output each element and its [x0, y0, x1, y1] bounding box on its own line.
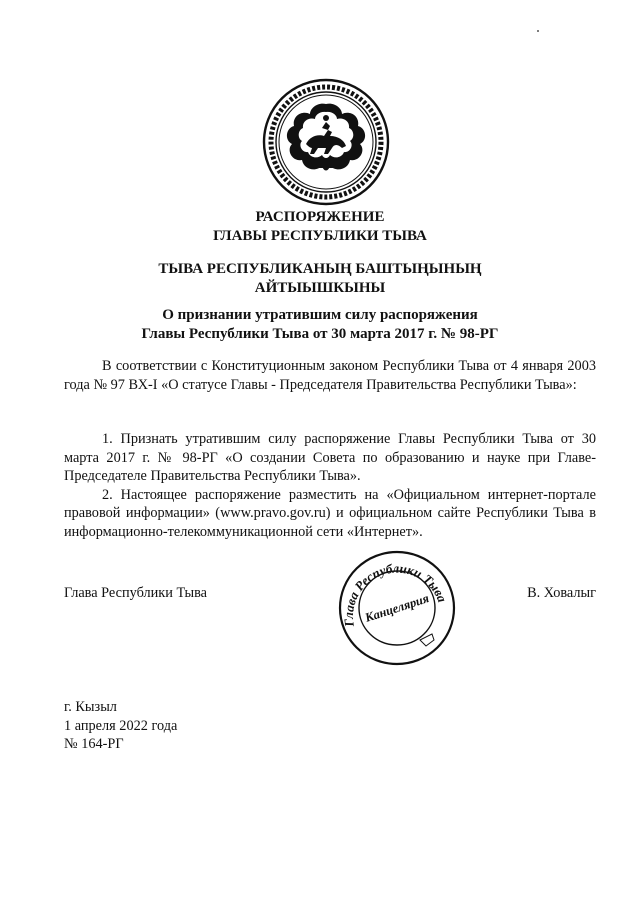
stamp-arc-text: Глава Республики Тыва [340, 560, 451, 628]
document-footer [64, 698, 177, 754]
preamble-paragraph: В соответствии с Конституционным законом Республики Тыва от 4 января 2003 года № 97 ВХ-I «О статусе Главы - Председателя Правительства Республики Тыва»: [64, 358, 596, 393]
title-line-1: РАСПОРЯЖЕНИЕ [255, 209, 385, 225]
place-text: г. Кызыл [64, 699, 117, 715]
subject-line-1: О признании утратившим силу распоряжения [162, 307, 478, 323]
scan-speck [537, 30, 539, 32]
item-1-paragraph: 1. Признать утратившим силу распоряжение Главы Республики Тыва от 30 марта 2017 г. № 98-РГ «О создании Совета по образованию и науке при Главе- Председателе Правительства Республики Тыва». [64, 431, 596, 485]
date-text: 1 апреля 2022 года [64, 717, 178, 734]
number-text: № 164-РГ [64, 736, 124, 753]
title-tuvan-line-2: АЙТЫЫШКЫНЫ [254, 280, 386, 296]
document-title [40, 208, 600, 246]
title-tuvan-line-1: ТЫВА РЕСПУБЛИКАНЫҢ БАШТЫҢЫНЫҢ [158, 261, 482, 277]
stamp-inner-text: Канцелярия [363, 591, 431, 625]
subject-line-2: Главы Республики Тыва от 30 марта 2017 г. № 98-РГ [141, 326, 499, 342]
coat-of-arms-emblem [262, 78, 390, 206]
document-subject [40, 306, 600, 344]
office-stamp [336, 548, 458, 668]
document-title-tuvan [40, 260, 600, 298]
signer-name: В. Ховалыг [527, 585, 596, 601]
item-2-paragraph: 2. Настоящее распоряжение разместить на «Официальном интернет-портале правовой информации» (www.pravo.gov.ru) и официальном сайте Республики Тыва в информационно-телекоммуникационной сети «Интернет». [64, 486, 596, 540]
signer-position: Глава Республики Тыва [64, 585, 207, 601]
body-items [64, 430, 596, 542]
title-line-2: ГЛАВЫ РЕСПУБЛИКИ ТЫВА [213, 228, 427, 244]
